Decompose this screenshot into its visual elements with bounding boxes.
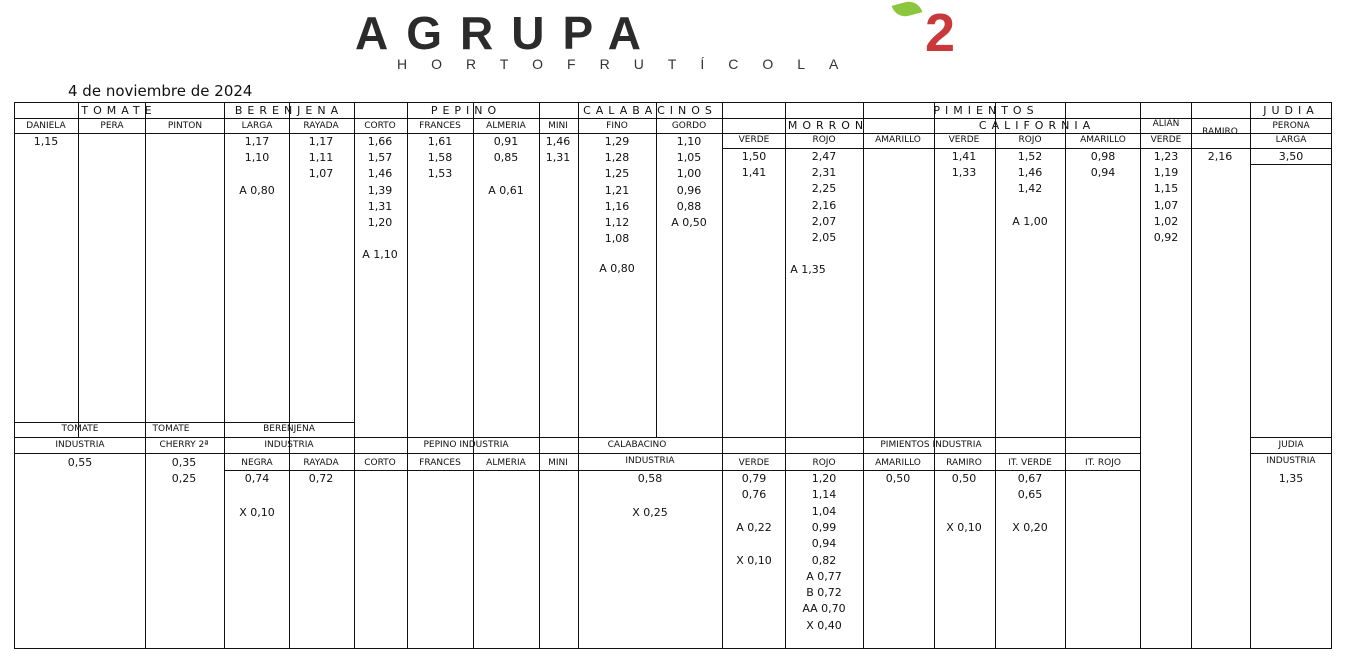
col-morron-amarillo: AMARILLO [875, 135, 921, 145]
price-calabacin-gordo: 1,05 [676, 151, 702, 165]
grid-line-v [1250, 102, 1251, 437]
grid-line-h [14, 648, 1332, 649]
grid-line-v [1065, 102, 1066, 437]
ind-tomate-title: TOMATE [61, 424, 99, 434]
ind-calabacino-sub: INDUSTRIA [625, 456, 675, 466]
grid-line-h [14, 118, 1332, 119]
header-alian: ALIAN [1152, 119, 1180, 129]
ind-col-it-verde: IT. VERDE [1008, 458, 1052, 468]
grid-line-v [473, 102, 474, 437]
ind-price-verde: X 0,10 [736, 553, 772, 567]
grid-line-h [14, 422, 354, 423]
price-california-rojo: A 1,00 [1012, 214, 1048, 228]
ind-col-negra: NEGRA [241, 458, 273, 468]
grid-line-v [656, 102, 657, 437]
grid-line-v [1331, 437, 1332, 648]
grid-line-v [785, 102, 786, 437]
ind-price-rojo: 0,99 [811, 520, 837, 534]
ind-price-cherry: 0,25 [171, 472, 197, 485]
grid-line-h [1250, 453, 1332, 454]
grid-line-v [1140, 437, 1141, 648]
grid-line-v [14, 102, 15, 437]
grid-line-h [14, 453, 1140, 454]
price-pepino-almeria: A 0,61 [488, 183, 524, 197]
price-pepino-mini: 1,46 [545, 135, 571, 148]
ind-price-it-verde: 0,67 [1017, 472, 1043, 485]
ind-price-rojo: AA 0,70 [802, 602, 846, 616]
ind-col-mini: MINI [548, 458, 568, 468]
grid-line-v [934, 102, 935, 437]
price-california-rojo: 1,52 [1017, 150, 1043, 163]
grid-line-v [407, 102, 408, 437]
ind-berenjena-title: BERENJENA [263, 424, 315, 434]
ind-pimientos-title: PIMIENTOS INDUSTRIA [880, 440, 982, 450]
ind-col-amarillo: AMARILLO [875, 458, 921, 468]
price-calabacin-gordo: 0,96 [676, 183, 702, 197]
ind-price-tomate: 0,55 [67, 456, 93, 469]
grid-line-v [539, 102, 540, 437]
col-california-verde: VERDE [948, 135, 980, 145]
grid-line-v [473, 437, 474, 648]
price-calabacin-gordo: 1,10 [676, 135, 702, 148]
grid-line-v [1331, 102, 1332, 437]
price-pepino-corto: 1,31 [367, 199, 393, 213]
ind-price-ramiro: 0,50 [951, 472, 977, 485]
price-berenjena-rayada: 1,17 [308, 135, 334, 148]
ind-cherry-title: TOMATE [152, 424, 190, 434]
price-berenjena-rayada: 1,11 [308, 151, 334, 165]
logo-word: AGRUPA [355, 7, 659, 59]
price-alian-verde: 0,92 [1153, 231, 1179, 244]
price-california-rojo: 1,42 [1017, 182, 1043, 196]
price-calabacin-fino: 1,28 [604, 151, 630, 165]
grid-line-h [1250, 148, 1332, 149]
price-alian-verde: 1,02 [1153, 214, 1179, 228]
grid-line-v [785, 437, 786, 648]
price-morron-rojo: 2,05 [811, 231, 837, 244]
col-almeria: ALMERIA [486, 121, 526, 131]
price-alian-verde: 1,15 [1153, 182, 1179, 196]
price-pepino-corto: 1,20 [367, 216, 393, 229]
ind-price-amarillo: 0,50 [885, 472, 911, 485]
col-ramiro: RAMIRO [1202, 127, 1238, 137]
price-pepino-almeria: 0,91 [493, 135, 519, 148]
grid-line-v [1191, 102, 1192, 437]
header-pepino: PEPINO [430, 104, 502, 117]
price-berenjena-larga: A 0,80 [239, 183, 275, 197]
ind-price-verde: 0,76 [741, 488, 767, 502]
ind-price-verde: A 0,22 [736, 520, 772, 534]
grid-line-v [224, 102, 225, 437]
price-berenjena-rayada: 1,07 [308, 167, 334, 181]
ind-berenjena-sub: INDUSTRIA [264, 440, 314, 450]
ind-price-rojo: 0,82 [811, 553, 837, 567]
grid-line-v [224, 437, 225, 648]
ind-price-verde: 0,79 [741, 472, 767, 485]
price-pepino-corto: 1,66 [367, 135, 393, 148]
grid-line-v [1191, 437, 1192, 648]
header-berenjena: BERENJENA [234, 104, 344, 117]
ind-cherry-sub: CHERRY 2ª [159, 440, 209, 450]
col-california-rojo: ROJO [1018, 135, 1042, 145]
header-california: CALIFORNIA [978, 119, 1096, 132]
grid-line-v [78, 102, 79, 437]
ind-price-rojo: 0,94 [811, 537, 837, 551]
grid-line-v [863, 102, 864, 437]
price-morron-rojo: 2,25 [811, 182, 837, 196]
grid-line-v [995, 437, 996, 648]
price-pepino-corto: 1,57 [367, 151, 393, 165]
price-morron-rojo-extra: A 1,35 [790, 263, 826, 276]
col-gordo: GORDO [671, 121, 707, 131]
ind-col-frances: FRANCES [419, 458, 461, 468]
price-morron-rojo: 2,16 [811, 198, 837, 212]
ind-col-rayada: RAYADA [303, 458, 339, 468]
grid-line-v [863, 437, 864, 648]
logo-subtitle: HORTOFRUTÍCOLA [397, 56, 863, 72]
grid-line-v [407, 437, 408, 648]
price-berenjena-larga: 1,10 [244, 151, 270, 165]
grid-line-h [14, 437, 354, 438]
ind-price-rayada: 0,72 [308, 472, 334, 485]
ind-col-rojo: ROJO [812, 458, 836, 468]
price-california-verde: 1,41 [951, 150, 977, 163]
report-date: 4 de noviembre de 2024 [68, 82, 253, 100]
ind-price-rojo: 1,04 [811, 504, 837, 518]
ind-price-rojo: A 0,77 [806, 569, 842, 583]
price-pepino-frances: 1,61 [427, 135, 453, 148]
ind-price-rojo: 1,14 [811, 488, 837, 502]
grid-line-v [145, 437, 146, 648]
col-judia-larga: LARGA [1275, 135, 1307, 145]
col-corto: CORTO [364, 121, 396, 131]
header-pimientos: PIMIENTOS [933, 104, 1039, 117]
price-alian-verde: 1,19 [1153, 166, 1179, 180]
col-california-amarillo: AMARILLO [1080, 135, 1126, 145]
header-morron: MORRON [787, 119, 869, 132]
grid-line-h [1250, 437, 1332, 438]
ind-price-it-verde: X 0,20 [1012, 520, 1048, 534]
ind-price-cherry: 0,35 [171, 456, 197, 469]
ind-judia-title: JUDIA [1278, 440, 1304, 450]
grid-line-h [14, 133, 1332, 134]
price-pepino-corto: 1,46 [367, 167, 393, 181]
col-daniela: DANIELA [26, 121, 66, 131]
ind-price-rojo: X 0,40 [806, 618, 842, 632]
price-calabacin-gordo: 1,00 [676, 167, 702, 181]
ind-price-negra: 0,74 [244, 472, 270, 485]
price-california-amarillo: 0,98 [1090, 150, 1116, 163]
price-california-verde: 1,33 [951, 166, 977, 180]
grid-line-v [145, 102, 146, 437]
price-california-rojo: 1,46 [1017, 166, 1043, 180]
grid-line-v [354, 102, 355, 437]
ind-price-rojo: B 0,72 [806, 586, 842, 600]
header-calabacinos: CALABACINOS [583, 104, 717, 117]
logo-number: 2 [925, 3, 956, 63]
price-calabacin-fino: 1,12 [604, 216, 630, 229]
col-pinton: PINTON [167, 121, 203, 131]
price-pepino-almeria: 0,85 [493, 151, 519, 165]
grid-line-v [354, 437, 355, 648]
price-alian-verde: 1,07 [1153, 198, 1179, 212]
ind-tomate-sub: INDUSTRIA [55, 440, 105, 450]
ind-col-ramiro: RAMIRO [946, 458, 982, 468]
col-morron-rojo: ROJO [812, 135, 836, 145]
col-fino: FINO [606, 121, 628, 131]
ind-col-it-rojo: IT. ROJO [1085, 458, 1121, 468]
ind-price-calabacino: X 0,25 [632, 506, 668, 519]
grid-line-v [1065, 437, 1066, 648]
grid-line-h [354, 437, 1140, 438]
col-rayada: RAYADA [303, 121, 339, 131]
col-frances: FRANCES [419, 121, 461, 131]
grid-line-v [934, 437, 935, 648]
header-judia: JUDIA [1263, 104, 1319, 117]
grid-line-v [289, 437, 290, 648]
price-calabacin-fino: 1,08 [604, 232, 630, 246]
price-pepino-corto: 1,39 [367, 183, 393, 197]
grid-line-v [722, 437, 723, 648]
ind-price-judia: 1,35 [1278, 472, 1304, 485]
grid-line-v [578, 437, 579, 648]
grid-line-v [722, 102, 723, 437]
ind-price-negra: X 0,10 [239, 506, 275, 519]
price-calabacin-fino: 1,25 [604, 167, 630, 181]
grid-line-h [722, 148, 1250, 149]
price-calabacin-fino: 1,29 [604, 135, 630, 148]
price-pepino-mini: 1,31 [545, 151, 571, 165]
price-judia-perona: 3,50 [1278, 150, 1304, 163]
price-calabacin-fino: 1,21 [604, 183, 630, 197]
grid-line-v [995, 102, 996, 437]
price-morron-rojo: 2,31 [811, 166, 837, 180]
price-alian-verde: 1,23 [1153, 150, 1179, 163]
grid-line-v [578, 102, 579, 437]
ind-col-almeria: ALMERIA [486, 458, 526, 468]
price-pepino-corto: A 1,10 [362, 248, 398, 262]
col-morron-verde: VERDE [738, 135, 770, 145]
grid-line-v [289, 102, 290, 437]
price-calabacin-fino: 1,16 [604, 199, 630, 213]
ind-judia-sub: INDUSTRIA [1266, 456, 1316, 466]
price-pepino-frances: 1,53 [427, 167, 453, 181]
ind-calabacino-title: CALABACINO [607, 440, 667, 450]
ind-price-it-verde: 0,65 [1017, 488, 1043, 502]
price-california-amarillo: 0,94 [1090, 166, 1116, 180]
ind-price-rojo: 1,20 [811, 472, 837, 485]
col-perona: PERONA [1272, 121, 1310, 131]
header-tomate: TOMATE [81, 104, 157, 117]
col-alian-verde: VERDE [1150, 135, 1182, 145]
col-larga: LARGA [241, 121, 273, 131]
ind-col-corto: CORTO [364, 458, 396, 468]
grid-line-v [1250, 437, 1251, 648]
ind-pepino-title: PEPINO INDUSTRIA [423, 440, 509, 450]
ind-price-calabacino: 0,58 [637, 472, 663, 485]
price-berenjena-larga: 1,17 [244, 135, 270, 148]
ind-col-verde: VERDE [738, 458, 770, 468]
price-calabacin-fino-extra: A 0,80 [599, 262, 635, 275]
col-mini: MINI [548, 121, 568, 131]
grid-line-v [539, 437, 540, 648]
grid-line-v [14, 437, 15, 648]
price-morron-verde: 1,50 [741, 150, 767, 163]
grid-line-v [1140, 102, 1141, 437]
price-morron-verde: 1,41 [741, 166, 767, 180]
price-pepino-frances: 1,58 [427, 151, 453, 165]
grid-line-h [1250, 164, 1332, 165]
price-morron-rojo: 2,47 [811, 150, 837, 163]
price-daniela: 1,15 [33, 135, 59, 148]
price-calabacin-gordo: 0,88 [676, 199, 702, 213]
price-calabacin-gordo: A 0,50 [671, 216, 707, 229]
price-morron-rojo: 2,07 [811, 214, 837, 228]
price-ramiro: 2,16 [1207, 150, 1233, 163]
col-pera: PERA [100, 121, 124, 131]
ind-price-ramiro: X 0,10 [946, 520, 982, 534]
grid-line-h [14, 102, 1332, 103]
